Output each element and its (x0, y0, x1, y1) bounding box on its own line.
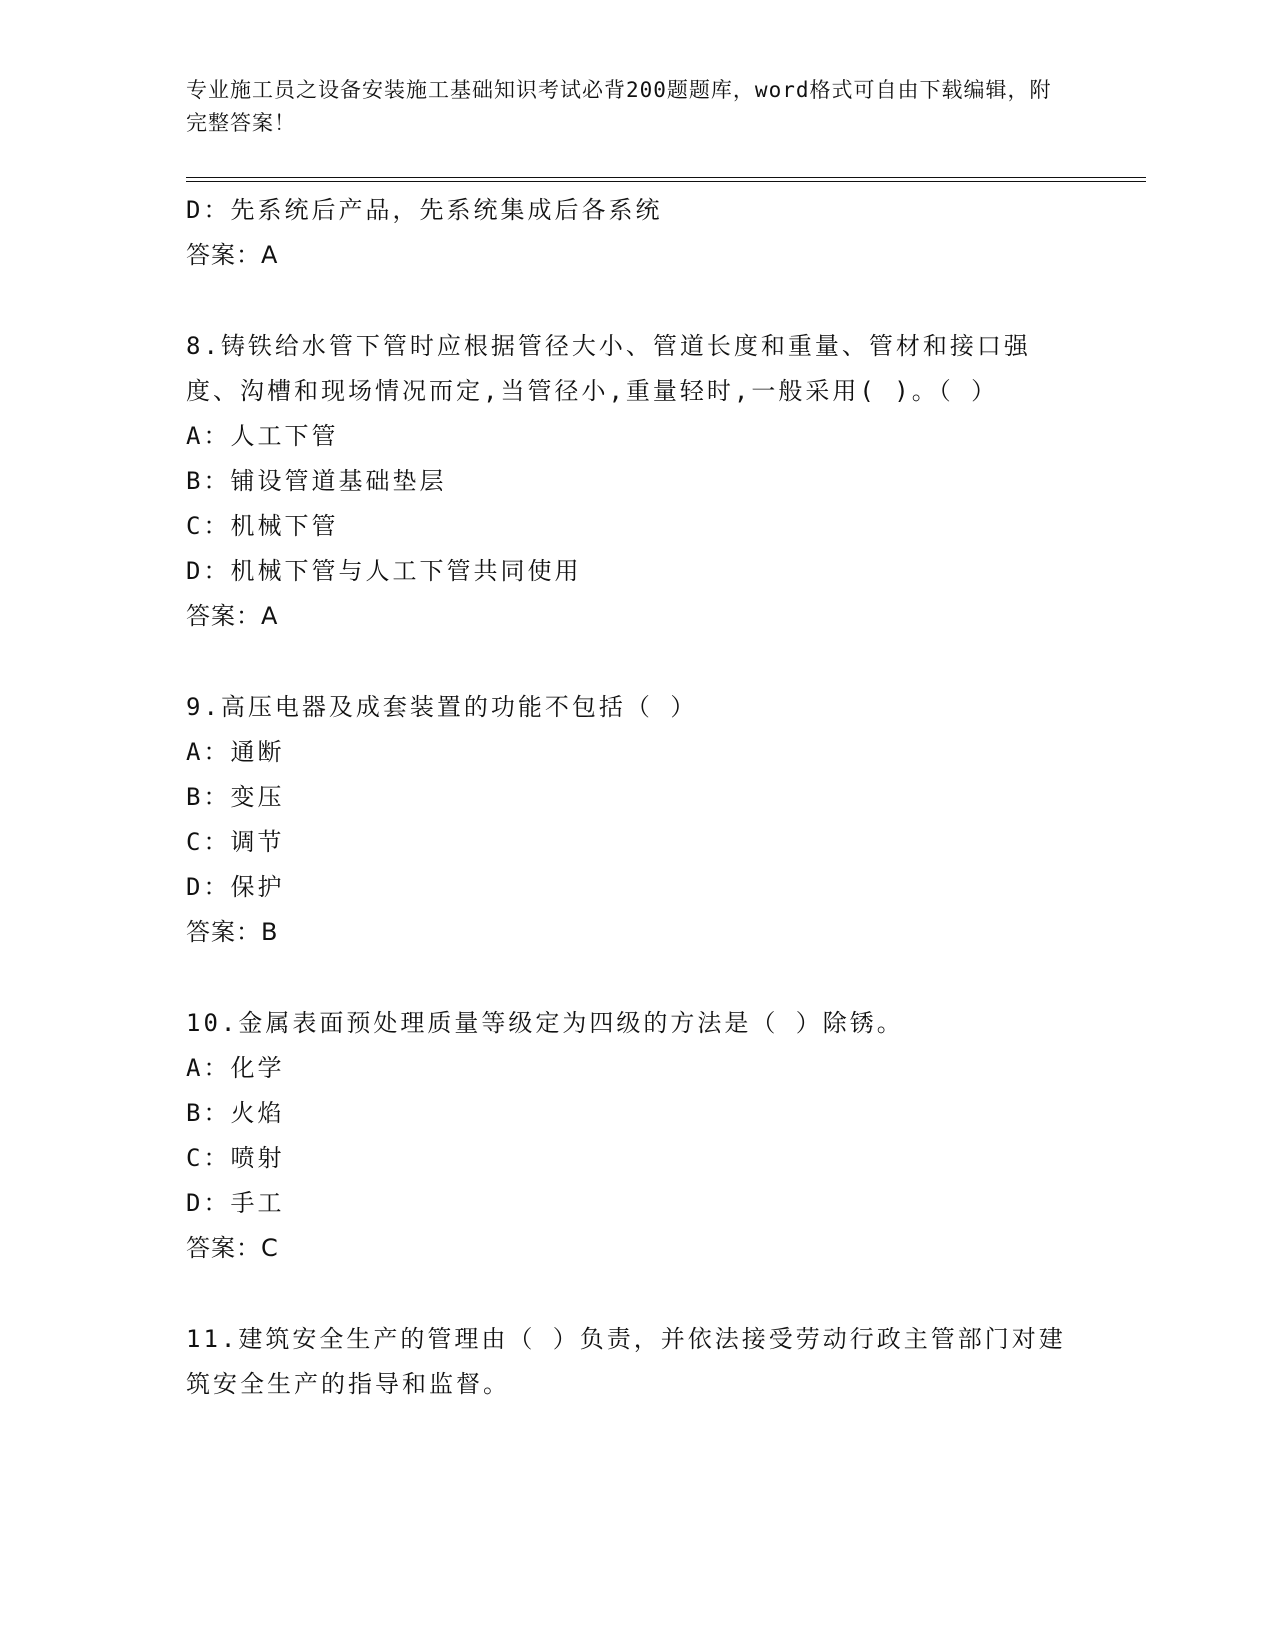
option-label: D： (186, 196, 231, 224)
option-label: C： (186, 1144, 231, 1172)
option-d (186, 549, 1066, 594)
header-divider (186, 177, 1146, 178)
option-label: B： (186, 783, 231, 811)
question-text: 9.高压电器及成套装置的功能不包括（ ） (186, 693, 698, 721)
option-label: C： (186, 828, 231, 856)
question-list (186, 188, 1066, 1407)
option-text: 调节 (230, 828, 285, 856)
page-header (186, 74, 1066, 140)
option-b (186, 1091, 1066, 1136)
header-text: 专业施工员之设备安装施工基础知识考试必背200题题库，word格式可自由下载编辑，附完整答案！ (186, 78, 1052, 135)
option-label: D： (186, 557, 231, 585)
option-b (186, 775, 1066, 820)
answer-line: 答案：A (186, 241, 279, 269)
option-text: 通断 (230, 738, 285, 766)
option-label: A： (186, 422, 231, 450)
option-text: 喷射 (230, 1144, 285, 1172)
answer-line: 答案：A (186, 602, 279, 630)
option-c (186, 504, 1066, 549)
option-text: 化学 (230, 1054, 285, 1082)
option-b (186, 459, 1066, 504)
option-text: 铺设管道基础垫层 (230, 467, 447, 495)
option-a (186, 414, 1066, 459)
option-text: 火焰 (230, 1099, 285, 1127)
option-d (186, 1181, 1066, 1226)
question-text: 11.建筑安全生产的管理由（ ）负责，并依法接受劳动行政主管部门对建筑安全生产的指导和监督。 (186, 1325, 1066, 1398)
option-label: D： (186, 873, 231, 901)
answer-line: 答案：B (186, 918, 279, 946)
option-label: C： (186, 512, 231, 540)
option-a (186, 1046, 1066, 1091)
header-divider (186, 181, 1146, 182)
answer-line: 答案：C (186, 1234, 279, 1262)
option-d (186, 865, 1066, 910)
option-d (186, 188, 1066, 233)
option-label: A： (186, 1054, 231, 1082)
option-label: B： (186, 1099, 231, 1127)
option-a (186, 730, 1066, 775)
option-text: 机械下管 (230, 512, 339, 540)
option-label: D： (186, 1189, 231, 1217)
option-label: A： (186, 738, 231, 766)
question-text: 10.金属表面预处理质量等级定为四级的方法是（ ）除锈。 (186, 1009, 904, 1037)
option-text: 变压 (230, 783, 285, 811)
question-text: 8.铸铁给水管下管时应根据管径大小、管道长度和重量、管材和接口强度、沟槽和现场情况而定,当管径小,重量轻时,一般采用( )。（ ） (186, 332, 1031, 405)
option-text: 先系统后产品，先系统集成后各系统 (230, 196, 663, 224)
option-text: 手工 (230, 1189, 285, 1217)
option-text: 保护 (230, 873, 285, 901)
option-text: 机械下管与人工下管共同使用 (230, 557, 582, 585)
option-label: B： (186, 467, 231, 495)
option-c (186, 1136, 1066, 1181)
option-c (186, 820, 1066, 865)
option-text: 人工下管 (230, 422, 339, 450)
